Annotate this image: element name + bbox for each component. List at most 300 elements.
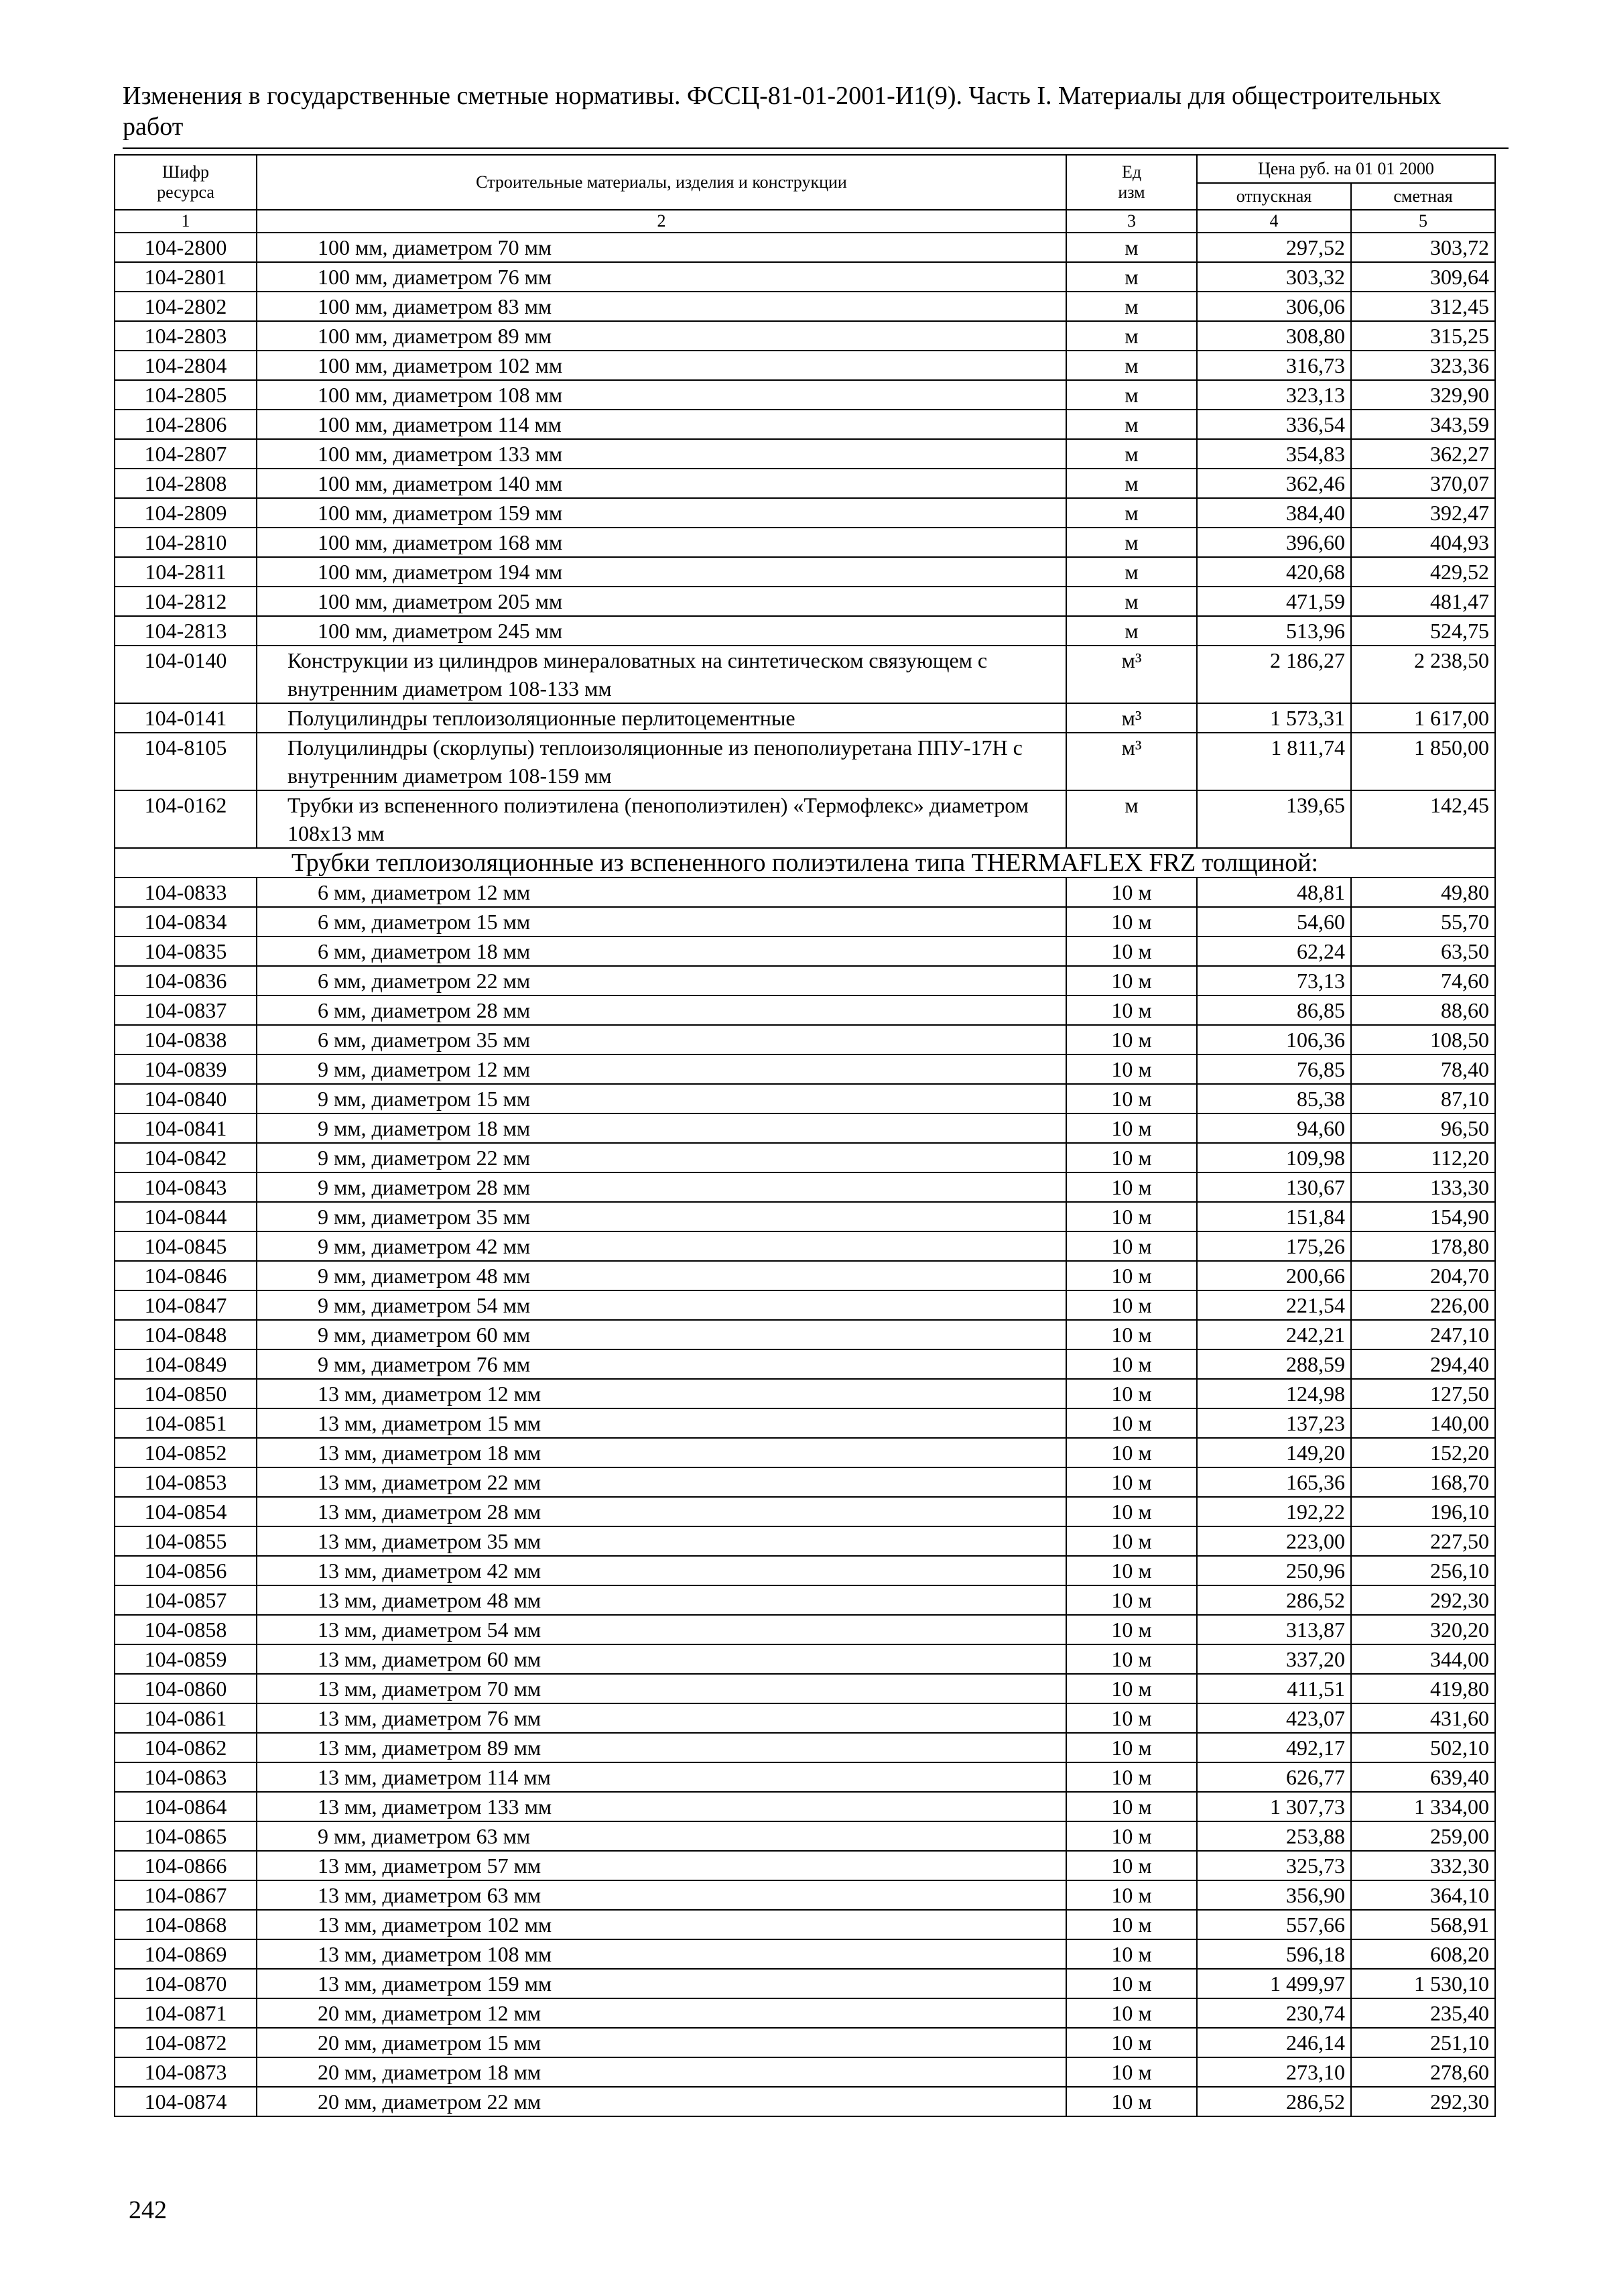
table-row bbox=[115, 936, 1495, 966]
wholesale-price-cell: 62,24 bbox=[1197, 936, 1351, 966]
estimate-price-cell: 312,45 bbox=[1351, 292, 1495, 321]
table-row bbox=[115, 1644, 1495, 1674]
wholesale-price-cell: 306,06 bbox=[1197, 292, 1351, 321]
wholesale-price-cell: 48,81 bbox=[1197, 878, 1351, 907]
resource-code-cell: 104-0842 bbox=[115, 1143, 257, 1172]
table-row bbox=[115, 1615, 1495, 1644]
resource-code-cell: 104-0838 bbox=[115, 1025, 257, 1054]
estimate-price-cell: 1 617,00 bbox=[1351, 703, 1495, 733]
wholesale-price-cell: 200,66 bbox=[1197, 1261, 1351, 1290]
wholesale-price-cell: 149,20 bbox=[1197, 1438, 1351, 1467]
estimate-price-cell: 364,10 bbox=[1351, 1880, 1495, 1910]
table-row bbox=[115, 410, 1495, 439]
wholesale-price-cell: 86,85 bbox=[1197, 995, 1351, 1025]
resource-code-cell: 104-0858 bbox=[115, 1615, 257, 1644]
table-row bbox=[115, 587, 1495, 616]
unit-cell: 10 м bbox=[1066, 1467, 1197, 1497]
material-name-cell: 100 мм, диаметром 168 мм bbox=[257, 528, 1066, 557]
table-row bbox=[115, 2057, 1495, 2087]
wholesale-price-cell: 221,54 bbox=[1197, 1290, 1351, 1320]
material-name-cell: 6 мм, диаметром 18 мм bbox=[257, 936, 1066, 966]
material-name-cell: 13 мм, диаметром 114 мм bbox=[257, 1762, 1066, 1792]
wholesale-price-cell: 411,51 bbox=[1197, 1674, 1351, 1703]
table-row bbox=[115, 262, 1495, 292]
wholesale-price-cell: 246,14 bbox=[1197, 2028, 1351, 2057]
table-row bbox=[115, 1821, 1495, 1851]
resource-code-cell: 104-0869 bbox=[115, 1939, 257, 1969]
unit-cell: 10 м bbox=[1066, 1379, 1197, 1408]
material-name-cell: 13 мм, диаметром 18 мм bbox=[257, 1438, 1066, 1467]
estimate-price-cell: 259,00 bbox=[1351, 1821, 1495, 1851]
material-name-cell: 9 мм, диаметром 76 мм bbox=[257, 1349, 1066, 1379]
estimate-price-cell: 481,47 bbox=[1351, 587, 1495, 616]
table-row bbox=[115, 1084, 1495, 1113]
wholesale-price-cell: 223,00 bbox=[1197, 1526, 1351, 1556]
table-row bbox=[115, 616, 1495, 646]
material-name-cell: 100 мм, диаметром 83 мм bbox=[257, 292, 1066, 321]
material-name-cell: 9 мм, диаметром 28 мм bbox=[257, 1172, 1066, 1202]
unit-cell: 10 м bbox=[1066, 1172, 1197, 1202]
column-header-price-estimate: сметная bbox=[1351, 183, 1495, 210]
material-name-cell: 13 мм, диаметром 76 мм bbox=[257, 1703, 1066, 1733]
estimate-price-cell: 343,59 bbox=[1351, 410, 1495, 439]
resource-code-cell: 104-0843 bbox=[115, 1172, 257, 1202]
unit-cell: м bbox=[1066, 557, 1197, 587]
resource-code-cell: 104-0861 bbox=[115, 1703, 257, 1733]
estimate-price-cell: 256,10 bbox=[1351, 1556, 1495, 1585]
estimate-price-cell: 247,10 bbox=[1351, 1320, 1495, 1349]
table-row bbox=[115, 1585, 1495, 1615]
table-row bbox=[115, 557, 1495, 587]
unit-cell: 10 м bbox=[1066, 1438, 1197, 1467]
material-name-cell: 13 мм, диаметром 70 мм bbox=[257, 1674, 1066, 1703]
resource-code-cell: 104-0833 bbox=[115, 878, 257, 907]
resource-code-cell: 104-0846 bbox=[115, 1261, 257, 1290]
resource-code-cell: 104-2808 bbox=[115, 469, 257, 498]
resource-code-cell: 104-0835 bbox=[115, 936, 257, 966]
estimate-price-cell: 278,60 bbox=[1351, 2057, 1495, 2087]
unit-cell: 10 м bbox=[1066, 1762, 1197, 1792]
resource-code-cell: 104-2801 bbox=[115, 262, 257, 292]
wholesale-price-cell: 297,52 bbox=[1197, 233, 1351, 262]
wholesale-price-cell: 73,13 bbox=[1197, 966, 1351, 995]
wholesale-price-cell: 303,32 bbox=[1197, 262, 1351, 292]
material-name-cell: 9 мм, диаметром 63 мм bbox=[257, 1821, 1066, 1851]
material-name-cell: 6 мм, диаметром 35 мм bbox=[257, 1025, 1066, 1054]
resource-code-cell: 104-2810 bbox=[115, 528, 257, 557]
material-name-cell: 13 мм, диаметром 48 мм bbox=[257, 1585, 1066, 1615]
table-body-thermaflex bbox=[115, 878, 1495, 2116]
table-row bbox=[115, 1290, 1495, 1320]
material-name-cell: 13 мм, диаметром 133 мм bbox=[257, 1792, 1066, 1821]
resource-code-cell: 104-0854 bbox=[115, 1497, 257, 1526]
resource-code-cell: 104-0852 bbox=[115, 1438, 257, 1467]
material-name-cell: 13 мм, диаметром 28 мм bbox=[257, 1497, 1066, 1526]
table-row bbox=[115, 1379, 1495, 1408]
table-row bbox=[115, 439, 1495, 469]
table-row bbox=[115, 907, 1495, 936]
material-name-cell: 13 мм, диаметром 108 мм bbox=[257, 1939, 1066, 1969]
wholesale-price-cell: 137,23 bbox=[1197, 1408, 1351, 1438]
table-row bbox=[115, 1320, 1495, 1349]
table-row bbox=[115, 1261, 1495, 1290]
wholesale-price-cell: 471,59 bbox=[1197, 587, 1351, 616]
table-row bbox=[115, 1556, 1495, 1585]
unit-cell: 10 м bbox=[1066, 1320, 1197, 1349]
material-name-cell: 9 мм, диаметром 18 мм bbox=[257, 1113, 1066, 1143]
table-row bbox=[115, 1969, 1495, 1998]
material-name-cell: 100 мм, диаметром 76 мм bbox=[257, 262, 1066, 292]
wholesale-price-cell: 230,74 bbox=[1197, 1998, 1351, 2028]
wholesale-price-cell: 325,73 bbox=[1197, 1851, 1351, 1880]
unit-cell: 10 м bbox=[1066, 1733, 1197, 1762]
unit-cell: 10 м bbox=[1066, 1556, 1197, 1585]
unit-cell: 10 м bbox=[1066, 1851, 1197, 1880]
estimate-price-cell: 392,47 bbox=[1351, 498, 1495, 528]
unit-cell: 10 м bbox=[1066, 2057, 1197, 2087]
estimate-price-cell: 251,10 bbox=[1351, 2028, 1495, 2057]
unit-cell: 10 м bbox=[1066, 1998, 1197, 2028]
resource-code-cell: 104-0866 bbox=[115, 1851, 257, 1880]
unit-cell: 10 м bbox=[1066, 878, 1197, 907]
resource-code-cell: 104-0864 bbox=[115, 1792, 257, 1821]
estimate-price-cell: 178,80 bbox=[1351, 1231, 1495, 1261]
unit-cell: м bbox=[1066, 233, 1197, 262]
estimate-price-cell: 154,90 bbox=[1351, 1202, 1495, 1231]
wholesale-price-cell: 362,46 bbox=[1197, 469, 1351, 498]
unit-header-line2: изм bbox=[1118, 182, 1145, 202]
wholesale-price-cell: 76,85 bbox=[1197, 1054, 1351, 1084]
wholesale-price-cell: 313,87 bbox=[1197, 1615, 1351, 1644]
material-name-cell: 100 мм, диаметром 102 мм bbox=[257, 351, 1066, 380]
unit-cell: м bbox=[1066, 351, 1197, 380]
unit-cell: 10 м bbox=[1066, 1880, 1197, 1910]
resource-code-cell: 104-0857 bbox=[115, 1585, 257, 1615]
resource-code-cell: 104-0847 bbox=[115, 1290, 257, 1320]
material-name-cell: 9 мм, диаметром 42 мм bbox=[257, 1231, 1066, 1261]
resource-code-cell: 104-0162 bbox=[115, 790, 257, 848]
material-name-cell: 100 мм, диаметром 245 мм bbox=[257, 616, 1066, 646]
unit-cell: м bbox=[1066, 292, 1197, 321]
estimate-price-cell: 568,91 bbox=[1351, 1910, 1495, 1939]
estimate-price-cell: 502,10 bbox=[1351, 1733, 1495, 1762]
section-row bbox=[115, 848, 1495, 878]
unit-cell: 10 м bbox=[1066, 995, 1197, 1025]
estimate-price-cell: 524,75 bbox=[1351, 616, 1495, 646]
estimate-price-cell: 142,45 bbox=[1351, 790, 1495, 848]
estimate-price-cell: 608,20 bbox=[1351, 1939, 1495, 1969]
resource-code-cell: 104-2813 bbox=[115, 616, 257, 646]
resource-code-cell: 104-2803 bbox=[115, 321, 257, 351]
material-name-cell: 9 мм, диаметром 54 мм bbox=[257, 1290, 1066, 1320]
estimate-price-cell: 108,50 bbox=[1351, 1025, 1495, 1054]
estimate-price-cell: 362,27 bbox=[1351, 439, 1495, 469]
header-divider bbox=[123, 147, 1509, 149]
material-name-cell: 13 мм, диаметром 159 мм bbox=[257, 1969, 1066, 1998]
estimate-price-cell: 303,72 bbox=[1351, 233, 1495, 262]
table-row bbox=[115, 1674, 1495, 1703]
resource-code-cell: 104-2800 bbox=[115, 233, 257, 262]
table-row bbox=[115, 1703, 1495, 1733]
wholesale-price-cell: 308,80 bbox=[1197, 321, 1351, 351]
unit-cell: м bbox=[1066, 616, 1197, 646]
resource-code-cell: 104-0863 bbox=[115, 1762, 257, 1792]
wholesale-price-cell: 1 573,31 bbox=[1197, 703, 1351, 733]
table-row bbox=[115, 1054, 1495, 1084]
wholesale-price-cell: 1 307,73 bbox=[1197, 1792, 1351, 1821]
table-row bbox=[115, 1025, 1495, 1054]
wholesale-price-cell: 175,26 bbox=[1197, 1231, 1351, 1261]
unit-cell: м bbox=[1066, 321, 1197, 351]
resource-code-cell: 104-0867 bbox=[115, 1880, 257, 1910]
code-header-line2: ресурса bbox=[157, 182, 214, 202]
unit-cell: м bbox=[1066, 498, 1197, 528]
wholesale-price-cell: 242,21 bbox=[1197, 1320, 1351, 1349]
material-name-cell: 20 мм, диаметром 12 мм bbox=[257, 1998, 1066, 2028]
table-row bbox=[115, 380, 1495, 410]
unit-cell: м bbox=[1066, 439, 1197, 469]
estimate-price-cell: 639,40 bbox=[1351, 1762, 1495, 1792]
table-row bbox=[115, 1910, 1495, 1939]
column-header-name: Строительные материалы, изделия и конструкции bbox=[257, 155, 1066, 210]
material-name-cell: 13 мм, диаметром 42 мм bbox=[257, 1556, 1066, 1585]
unit-cell: 10 м bbox=[1066, 1674, 1197, 1703]
table-row bbox=[115, 1998, 1495, 2028]
wholesale-price-cell: 139,65 bbox=[1197, 790, 1351, 848]
estimate-price-cell: 196,10 bbox=[1351, 1497, 1495, 1526]
resource-code-cell: 104-0865 bbox=[115, 1821, 257, 1851]
resource-code-cell: 104-0859 bbox=[115, 1644, 257, 1674]
resource-code-cell: 104-2804 bbox=[115, 351, 257, 380]
wholesale-price-cell: 94,60 bbox=[1197, 1113, 1351, 1143]
wholesale-price-cell: 626,77 bbox=[1197, 1762, 1351, 1792]
resource-code-cell: 104-8105 bbox=[115, 733, 257, 790]
table-row bbox=[115, 1497, 1495, 1526]
material-name-cell: 13 мм, диаметром 15 мм bbox=[257, 1408, 1066, 1438]
unit-cell: 10 м bbox=[1066, 1143, 1197, 1172]
estimate-price-cell: 74,60 bbox=[1351, 966, 1495, 995]
table-section bbox=[115, 848, 1495, 878]
table-row bbox=[115, 1851, 1495, 1880]
material-name-cell: 100 мм, диаметром 89 мм bbox=[257, 321, 1066, 351]
unit-cell: м bbox=[1066, 790, 1197, 848]
estimate-price-cell: 1 530,10 bbox=[1351, 1969, 1495, 1998]
resource-code-cell: 104-2802 bbox=[115, 292, 257, 321]
resource-code-cell: 104-2812 bbox=[115, 587, 257, 616]
unit-cell: 10 м bbox=[1066, 1497, 1197, 1526]
material-name-cell: 13 мм, диаметром 35 мм bbox=[257, 1526, 1066, 1556]
material-name-cell: 100 мм, диаметром 159 мм bbox=[257, 498, 1066, 528]
estimate-price-cell: 320,20 bbox=[1351, 1615, 1495, 1644]
material-name-cell: 6 мм, диаметром 12 мм bbox=[257, 878, 1066, 907]
column-index-3: 3 bbox=[1066, 210, 1197, 233]
wholesale-price-cell: 492,17 bbox=[1197, 1733, 1351, 1762]
table-row bbox=[115, 292, 1495, 321]
material-name-cell: 100 мм, диаметром 205 мм bbox=[257, 587, 1066, 616]
column-header-unit bbox=[1066, 155, 1197, 210]
unit-cell: 10 м bbox=[1066, 1644, 1197, 1674]
material-name-cell: 9 мм, диаметром 15 мм bbox=[257, 1084, 1066, 1113]
code-header-line1: Шифр bbox=[162, 162, 209, 182]
table-row bbox=[115, 1792, 1495, 1821]
resource-code-cell: 104-0849 bbox=[115, 1349, 257, 1379]
table-row bbox=[115, 995, 1495, 1025]
table-row bbox=[115, 1143, 1495, 1172]
document-title: Изменения в государственные сметные нормативы. ФССЦ-81-01-2001-И1(9). Часть I. Материалы для общестроительных работ bbox=[123, 82, 1442, 141]
wholesale-price-cell: 54,60 bbox=[1197, 907, 1351, 936]
table-row bbox=[115, 1231, 1495, 1261]
material-name-cell: 6 мм, диаметром 15 мм bbox=[257, 907, 1066, 936]
unit-cell: 10 м bbox=[1066, 1261, 1197, 1290]
column-header-price-group: Цена руб. на 01 01 2000 bbox=[1197, 155, 1495, 183]
table-row bbox=[115, 1202, 1495, 1231]
wholesale-price-cell: 85,38 bbox=[1197, 1084, 1351, 1113]
estimate-price-cell: 329,90 bbox=[1351, 380, 1495, 410]
unit-cell: 10 м bbox=[1066, 1821, 1197, 1851]
wholesale-price-cell: 420,68 bbox=[1197, 557, 1351, 587]
wholesale-price-cell: 109,98 bbox=[1197, 1143, 1351, 1172]
wholesale-price-cell: 273,10 bbox=[1197, 2057, 1351, 2087]
column-header-code bbox=[115, 155, 257, 210]
estimate-price-cell: 323,36 bbox=[1351, 351, 1495, 380]
resource-code-cell: 104-0862 bbox=[115, 1733, 257, 1762]
material-name-cell: Конструкции из цилиндров минераловатных на синтетическом связующем с внутренним диаметром 108-133 мм bbox=[257, 646, 1066, 703]
estimate-price-cell: 49,80 bbox=[1351, 878, 1495, 907]
material-name-cell: 9 мм, диаметром 48 мм bbox=[257, 1261, 1066, 1290]
estimate-price-cell: 96,50 bbox=[1351, 1113, 1495, 1143]
column-index-4: 4 bbox=[1197, 210, 1351, 233]
table-row bbox=[115, 1880, 1495, 1910]
unit-cell: 10 м bbox=[1066, 1526, 1197, 1556]
unit-header-line1: Ед bbox=[1121, 162, 1142, 182]
wholesale-price-cell: 323,13 bbox=[1197, 380, 1351, 410]
unit-cell: м³ bbox=[1066, 733, 1197, 790]
table-row bbox=[115, 2087, 1495, 2116]
table-row bbox=[115, 321, 1495, 351]
estimate-price-cell: 294,40 bbox=[1351, 1349, 1495, 1379]
wholesale-price-cell: 165,36 bbox=[1197, 1467, 1351, 1497]
unit-cell: м bbox=[1066, 262, 1197, 292]
resource-code-cell: 104-0834 bbox=[115, 907, 257, 936]
material-name-cell: 13 мм, диаметром 12 мм bbox=[257, 1379, 1066, 1408]
estimate-price-cell: 88,60 bbox=[1351, 995, 1495, 1025]
estimate-price-cell: 133,30 bbox=[1351, 1172, 1495, 1202]
table-row bbox=[115, 1172, 1495, 1202]
estimate-price-cell: 404,93 bbox=[1351, 528, 1495, 557]
estimate-price-cell: 112,20 bbox=[1351, 1143, 1495, 1172]
resource-code-cell: 104-0844 bbox=[115, 1202, 257, 1231]
unit-cell: 10 м bbox=[1066, 1349, 1197, 1379]
resource-code-cell: 104-0837 bbox=[115, 995, 257, 1025]
table-row bbox=[115, 790, 1495, 848]
unit-cell: м bbox=[1066, 380, 1197, 410]
material-name-cell: 20 мм, диаметром 15 мм bbox=[257, 2028, 1066, 2057]
unit-cell: м³ bbox=[1066, 646, 1197, 703]
column-header-price-wholesale: отпускная bbox=[1197, 183, 1351, 210]
material-name-cell: 100 мм, диаметром 108 мм bbox=[257, 380, 1066, 410]
wholesale-price-cell: 354,83 bbox=[1197, 439, 1351, 469]
resource-code-cell: 104-0848 bbox=[115, 1320, 257, 1349]
resource-code-cell: 104-0872 bbox=[115, 2028, 257, 2057]
material-name-cell: Полуцилиндры (скорлупы) теплоизоляционные из пенополиуретана ППУ-17Н с внутренним диаметром 108-159 мм bbox=[257, 733, 1066, 790]
unit-cell: 10 м bbox=[1066, 1703, 1197, 1733]
material-name-cell: 13 мм, диаметром 63 мм bbox=[257, 1880, 1066, 1910]
resource-code-cell: 104-2807 bbox=[115, 439, 257, 469]
unit-cell: 10 м bbox=[1066, 2087, 1197, 2116]
column-index-1: 1 bbox=[115, 210, 257, 233]
material-name-cell: 9 мм, диаметром 22 мм bbox=[257, 1143, 1066, 1172]
resource-code-cell: 104-0141 bbox=[115, 703, 257, 733]
resource-code-cell: 104-2811 bbox=[115, 557, 257, 587]
estimate-price-cell: 63,50 bbox=[1351, 936, 1495, 966]
estimate-price-cell: 55,70 bbox=[1351, 907, 1495, 936]
material-name-cell: 100 мм, диаметром 194 мм bbox=[257, 557, 1066, 587]
resource-code-cell: 104-0840 bbox=[115, 1084, 257, 1113]
unit-cell: 10 м bbox=[1066, 1113, 1197, 1143]
resource-code-cell: 104-0871 bbox=[115, 1998, 257, 2028]
table-row bbox=[115, 1939, 1495, 1969]
wholesale-price-cell: 253,88 bbox=[1197, 1821, 1351, 1851]
unit-cell: 10 м bbox=[1066, 1025, 1197, 1054]
estimate-price-cell: 332,30 bbox=[1351, 1851, 1495, 1880]
resource-code-cell: 104-0855 bbox=[115, 1526, 257, 1556]
unit-cell: 10 м bbox=[1066, 1910, 1197, 1939]
estimate-price-cell: 431,60 bbox=[1351, 1703, 1495, 1733]
wholesale-price-cell: 337,20 bbox=[1197, 1644, 1351, 1674]
resource-code-cell: 104-0860 bbox=[115, 1674, 257, 1703]
unit-cell: м bbox=[1066, 528, 1197, 557]
material-name-cell: 20 мм, диаметром 22 мм bbox=[257, 2087, 1066, 2116]
estimate-price-cell: 315,25 bbox=[1351, 321, 1495, 351]
resource-code-cell: 104-0836 bbox=[115, 966, 257, 995]
unit-cell: 10 м bbox=[1066, 1290, 1197, 1320]
material-name-cell: 13 мм, диаметром 89 мм bbox=[257, 1733, 1066, 1762]
unit-cell: 10 м bbox=[1066, 1969, 1197, 1998]
material-name-cell: 20 мм, диаметром 18 мм bbox=[257, 2057, 1066, 2087]
resource-code-cell: 104-0850 bbox=[115, 1379, 257, 1408]
wholesale-price-cell: 423,07 bbox=[1197, 1703, 1351, 1733]
table-row bbox=[115, 528, 1495, 557]
estimate-price-cell: 226,00 bbox=[1351, 1290, 1495, 1320]
table-row bbox=[115, 733, 1495, 790]
unit-cell: 10 м bbox=[1066, 1615, 1197, 1644]
resource-code-cell: 104-0856 bbox=[115, 1556, 257, 1585]
estimate-price-cell: 227,50 bbox=[1351, 1526, 1495, 1556]
material-name-cell: 13 мм, диаметром 54 мм bbox=[257, 1615, 1066, 1644]
table-row bbox=[115, 646, 1495, 703]
material-name-cell: 100 мм, диаметром 140 мм bbox=[257, 469, 1066, 498]
estimate-price-cell: 419,80 bbox=[1351, 1674, 1495, 1703]
resource-code-cell: 104-0140 bbox=[115, 646, 257, 703]
estimate-price-cell: 429,52 bbox=[1351, 557, 1495, 587]
resource-code-cell: 104-2805 bbox=[115, 380, 257, 410]
resource-code-cell: 104-0841 bbox=[115, 1113, 257, 1143]
material-name-cell: 100 мм, диаметром 133 мм bbox=[257, 439, 1066, 469]
material-name-cell: 100 мм, диаметром 70 мм bbox=[257, 233, 1066, 262]
material-name-cell: 13 мм, диаметром 57 мм bbox=[257, 1851, 1066, 1880]
unit-cell: 10 м bbox=[1066, 1585, 1197, 1615]
material-name-cell: 9 мм, диаметром 12 мм bbox=[257, 1054, 1066, 1084]
estimate-price-cell: 1 334,00 bbox=[1351, 1792, 1495, 1821]
material-name-cell: 100 мм, диаметром 114 мм bbox=[257, 410, 1066, 439]
table-row bbox=[115, 1349, 1495, 1379]
wholesale-price-cell: 316,73 bbox=[1197, 351, 1351, 380]
unit-cell: 10 м bbox=[1066, 907, 1197, 936]
column-index-5: 5 bbox=[1351, 210, 1495, 233]
wholesale-price-cell: 356,90 bbox=[1197, 1880, 1351, 1910]
estimate-price-cell: 235,40 bbox=[1351, 1998, 1495, 2028]
estimate-price-cell: 1 850,00 bbox=[1351, 733, 1495, 790]
